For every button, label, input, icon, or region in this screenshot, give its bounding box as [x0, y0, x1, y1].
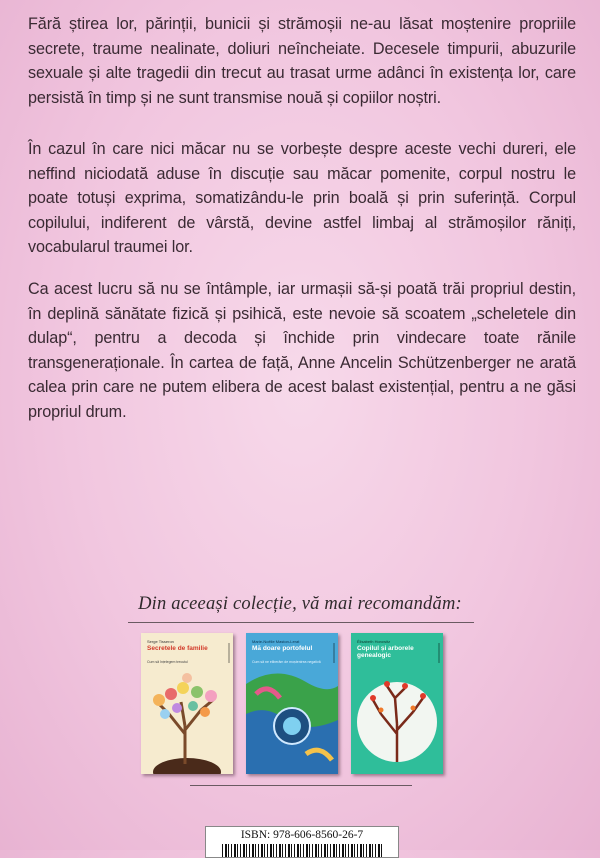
book-author: Élisabeth Horowitz: [357, 639, 391, 644]
family-tree-illustration-icon: [141, 664, 233, 774]
body-paragraph-1: Fără știrea lor, părinții, bunicii și strămoșii ne-au lăsat moștenire propriile secrete, traume nealinate, doliuri neîncheiate. Decesele timpurii, abuzurile sexuale și alte tragedii din trecut au trasat urme adânci în existența lor, care persistă în timp și ne sunt transmise nouă și copiilor noștri.: [28, 15, 576, 107]
book-cover-secretele-de-familie[interactable]: [141, 633, 233, 774]
tree-illustration-icon: [351, 664, 443, 774]
spine-mark: [333, 643, 335, 663]
body-paragraph-2: În cazul în care nici măcar nu se vorbește despre aceste vechi dureri, ele neffind niciodată aduse în discuție sau măcar pomenite, corpul nostru le poate totuși exprima, somatizându-le prin boală și prin suferință. Corpul copilului, indiferent de vârstă, devine astfel limbaj al strămoșilor răniți, vocabularul traumei lor.: [28, 140, 576, 257]
book-author: Marie-Noëlle Maston-Lerat: [252, 639, 300, 644]
book-cover-copilul-si-arborele-genealogic[interactable]: [351, 633, 443, 774]
body-paragraph-3: Ca acest lucru să nu se întâmple, iar urmașii să-și poată trăi propriul destin, în deplină sănătate fizică și psihică, este nevoie să scoatem „scheletele din dulap“, pentru a decoda și închide prin vindecare toate rănile transgeneraționale. În cartea de față, Anne Ancelin Schützenberger ne arată calea prin care ne putem elibera de acest balast existențial, pentru a ne găsi propriul drum.: [28, 280, 576, 421]
barcode-icon: [222, 844, 382, 857]
divider-bottom: [190, 785, 412, 786]
divider-top: [128, 622, 474, 623]
book-title: Copilul și arborele genealogic: [357, 645, 414, 659]
spine-mark: [228, 643, 230, 663]
book-subtitle: Cum să înțelegem trecutul: [147, 660, 188, 664]
book-cover-ma-doare-portofelul[interactable]: [246, 633, 338, 774]
isbn-number: ISBN: 978-606-8560-26-7: [240, 829, 364, 841]
recommendation-heading: Din aceeași colecție, vă mai recomandăm:: [138, 594, 462, 614]
book-title: Secretele de familie: [147, 645, 208, 652]
globe-illustration-icon: [246, 664, 338, 774]
spine-mark: [438, 643, 440, 663]
isbn-barcode-box: [205, 826, 399, 858]
book-author: Serge Tisseron: [147, 639, 174, 644]
book-subtitle: Cum să ne eliberăm de moștenirea negativă: [252, 660, 321, 664]
book-title: Mă doare portofelul: [252, 645, 313, 652]
